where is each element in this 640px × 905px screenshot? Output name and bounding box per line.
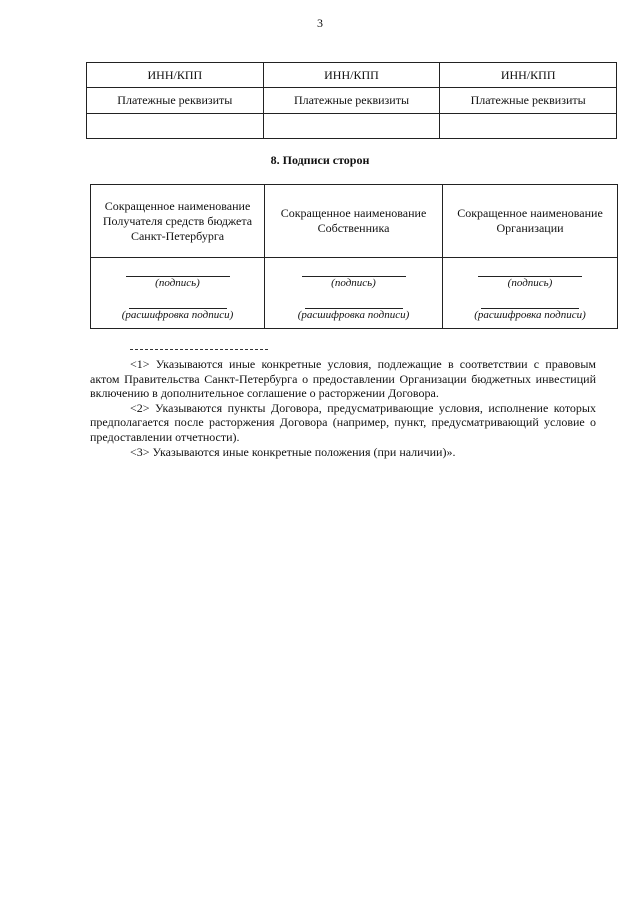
table-row [87,88,617,114]
footnotes [90,357,596,459]
table-cell: ИНН/КПП [87,63,264,88]
table-row [87,63,617,88]
requisites-table [86,62,617,139]
table-header-cell: Сокращенное наименование Получателя средств бюджета Санкт-Петербурга [91,185,265,258]
footnote-item: <1> Указываются иные конкретные условия, подлежащие в соответствии с правовым актом Правительства Санкт-Петербурга о предоставлении Организации бюджетных инвестиций включению в дополнительное соглашение о расторжении Договора. [90,357,596,401]
signature-cell [91,258,265,329]
decode-caption: (расшифровка подписи) [474,309,586,321]
table-row [91,185,618,258]
decode-caption: (расшифровка подписи) [297,309,410,321]
table-cell [263,114,440,139]
table-row [91,258,618,329]
signature-caption: (подпись) [507,277,553,289]
footnote-separator [130,349,268,350]
table-cell: ИНН/КПП [440,63,617,88]
table-cell: Платежные реквизиты [87,88,264,114]
table-cell: Платежные реквизиты [440,88,617,114]
signatures-table [90,184,618,329]
decode-caption: (расшифровка подписи) [121,309,234,321]
signature-caption: (подпись) [331,277,376,289]
page-number: 3 [317,16,323,30]
footnote-item: <3> Указываются иные конкретные положения (при наличии)». [130,444,456,459]
table-header-cell: Сокращенное наименование Организации [443,185,618,258]
table-cell: ИНН/КПП [263,63,440,88]
signature-cell [265,258,443,329]
table-header-cell: Сокращенное наименование Собственника [265,185,443,258]
footnote-item: <2> Указываются пункты Договора, предусматривающие условия, исполнение которых предполагается после расторжения Договора (например, пункт, предусматривающий условие о предоставлении отчетности). [90,400,596,444]
section-title: 8. Подписи сторон [270,153,370,167]
signature-caption: (подпись) [155,277,200,289]
table-cell [440,114,617,139]
table-cell: Платежные реквизиты [263,88,440,114]
signature-cell [443,258,618,329]
table-row [87,114,617,139]
table-cell [87,114,264,139]
